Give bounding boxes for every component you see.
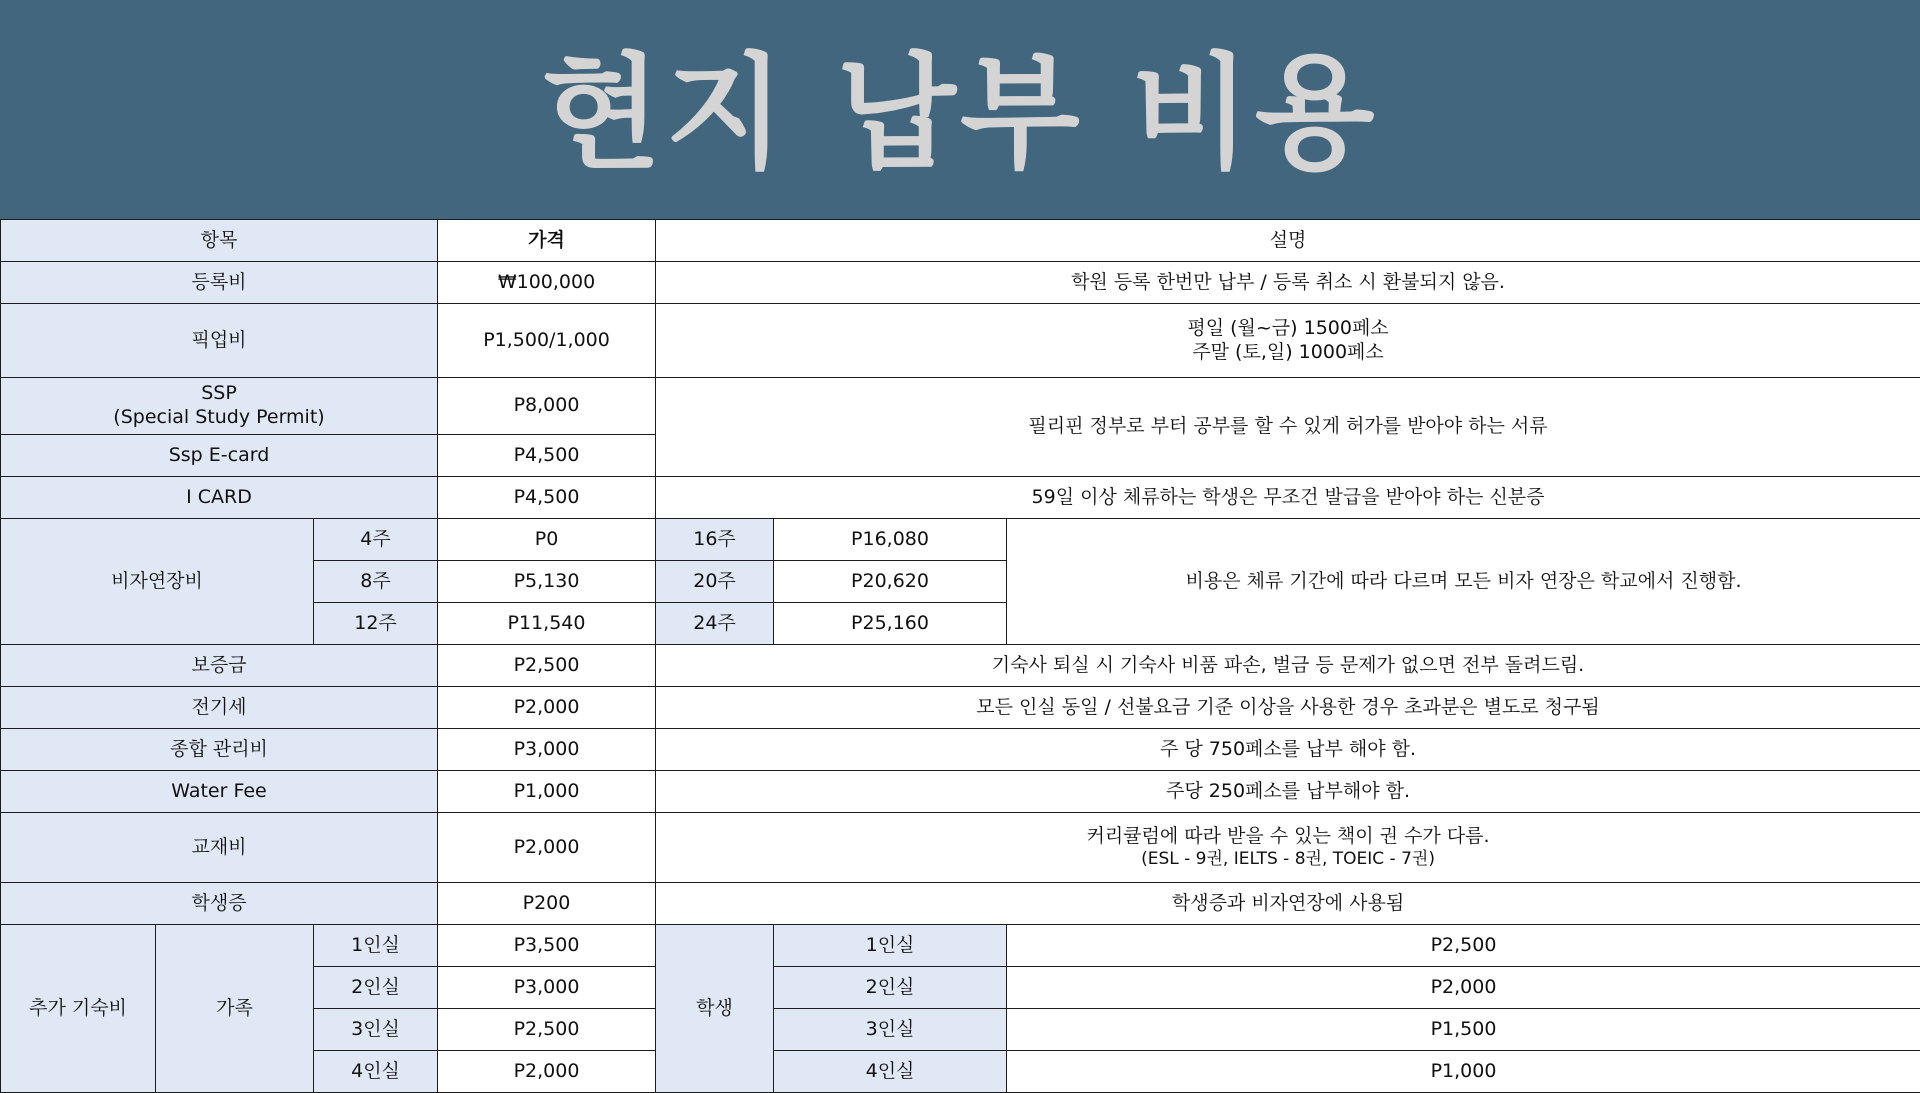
row-description: 주당 250페소를 납부해야 함. [656,771,1920,813]
description-line: 주말 (토,일) 1000페소 [660,341,1916,365]
row-label: 픽업비 [1,304,438,378]
visa-weeks: 12주 [314,603,438,645]
row-description: 59일 이상 체류하는 학생은 무조건 발급을 받아야 하는 신분증 [656,477,1920,519]
room-type: 4인실 [774,1051,1007,1093]
visa-weeks: 4주 [314,519,438,561]
row-price: P4,500 [438,435,656,477]
room-price: P2,000 [438,1051,656,1093]
header-item: 항목 [1,220,438,262]
row-price: P200 [438,883,656,925]
row-description: 학원 등록 한번만 납부 / 등록 취소 시 환불되지 않음. [656,262,1920,304]
description-line: (ESL - 9권, IELTS - 8권, TOEIC - 7권) [660,849,1916,870]
row-label [1,378,438,435]
header-description: 설명 [656,220,1920,262]
room-type: 4인실 [314,1051,438,1093]
room-price: P2,000 [1007,967,1920,1009]
visa-weeks: 16주 [656,519,774,561]
row-description: 필리핀 정부로 부터 공부를 할 수 있게 허가를 받아야 하는 서류 [656,378,1920,477]
table-row [1,883,1920,925]
visa-price: P20,620 [774,561,1007,603]
visa-price: P5,130 [438,561,656,603]
row-label: 전기세 [1,687,438,729]
room-type: 2인실 [774,967,1007,1009]
row-description: 비용은 체류 기간에 따라 다르며 모든 비자 연장은 학교에서 진행함. [1007,519,1920,645]
row-label: 교재비 [1,813,438,883]
label-line: (Special Study Permit) [5,406,433,430]
row-price: P2,000 [438,687,656,729]
room-price: P3,000 [438,967,656,1009]
row-description [656,304,1920,378]
room-price: P2,500 [438,1009,656,1051]
table-row [1,304,1920,378]
header-price: 가격 [438,220,656,262]
table-header-row [1,220,1920,262]
room-price: P3,500 [438,925,656,967]
visa-price: P25,160 [774,603,1007,645]
row-label: 추가 기숙비 [1,925,156,1093]
table-row [1,813,1920,883]
row-label: 비자연장비 [1,519,314,645]
row-description: 모든 인실 동일 / 선불요금 기준 이상을 사용한 경우 초과분은 별도로 청구됨 [656,687,1920,729]
row-price: P2,000 [438,813,656,883]
room-price: P1,000 [1007,1051,1920,1093]
table-row [1,687,1920,729]
visa-weeks: 20주 [656,561,774,603]
label-line: SSP [5,382,433,406]
row-label: 보증금 [1,645,438,687]
row-label: Ssp E-card [1,435,438,477]
student-label: 학생 [656,925,774,1093]
row-description: 학생증과 비자연장에 사용됨 [656,883,1920,925]
table-row [1,925,1920,967]
room-type: 1인실 [314,925,438,967]
fee-table [0,219,1920,1093]
table-row [1,378,1920,435]
row-price: P3,000 [438,729,656,771]
description-line: 평일 (월~금) 1500페소 [660,317,1916,341]
row-price: P2,500 [438,645,656,687]
row-price: P8,000 [438,378,656,435]
page-title: 현지 납부 비용 [541,14,1378,192]
visa-price: P16,080 [774,519,1007,561]
table-row [1,262,1920,304]
family-label: 가족 [156,925,314,1093]
visa-weeks: 24주 [656,603,774,645]
table-row [1,645,1920,687]
row-label: 종합 관리비 [1,729,438,771]
table-row [1,729,1920,771]
row-price: P4,500 [438,477,656,519]
row-label: I CARD [1,477,438,519]
visa-price: P11,540 [438,603,656,645]
row-description [656,813,1920,883]
room-type: 2인실 [314,967,438,1009]
visa-weeks: 8주 [314,561,438,603]
visa-price: P0 [438,519,656,561]
table-row [1,519,1920,561]
table-row [1,477,1920,519]
row-price: P1,500/1,000 [438,304,656,378]
row-price: ₩100,000 [438,262,656,304]
room-price: P2,500 [1007,925,1920,967]
row-label: 학생증 [1,883,438,925]
room-type: 1인실 [774,925,1007,967]
row-label: Water Fee [1,771,438,813]
header-banner [0,0,1920,219]
row-label: 등록비 [1,262,438,304]
row-description: 주 당 750페소를 납부 해야 함. [656,729,1920,771]
room-type: 3인실 [774,1009,1007,1051]
room-type: 3인실 [314,1009,438,1051]
description-line: 커리큘럼에 따라 받을 수 있는 책이 권 수가 다름. [660,825,1916,849]
row-description: 기숙사 퇴실 시 기숙사 비품 파손, 벌금 등 문제가 없으면 전부 돌려드림. [656,645,1920,687]
room-price: P1,500 [1007,1009,1920,1051]
table-row [1,771,1920,813]
row-price: P1,000 [438,771,656,813]
